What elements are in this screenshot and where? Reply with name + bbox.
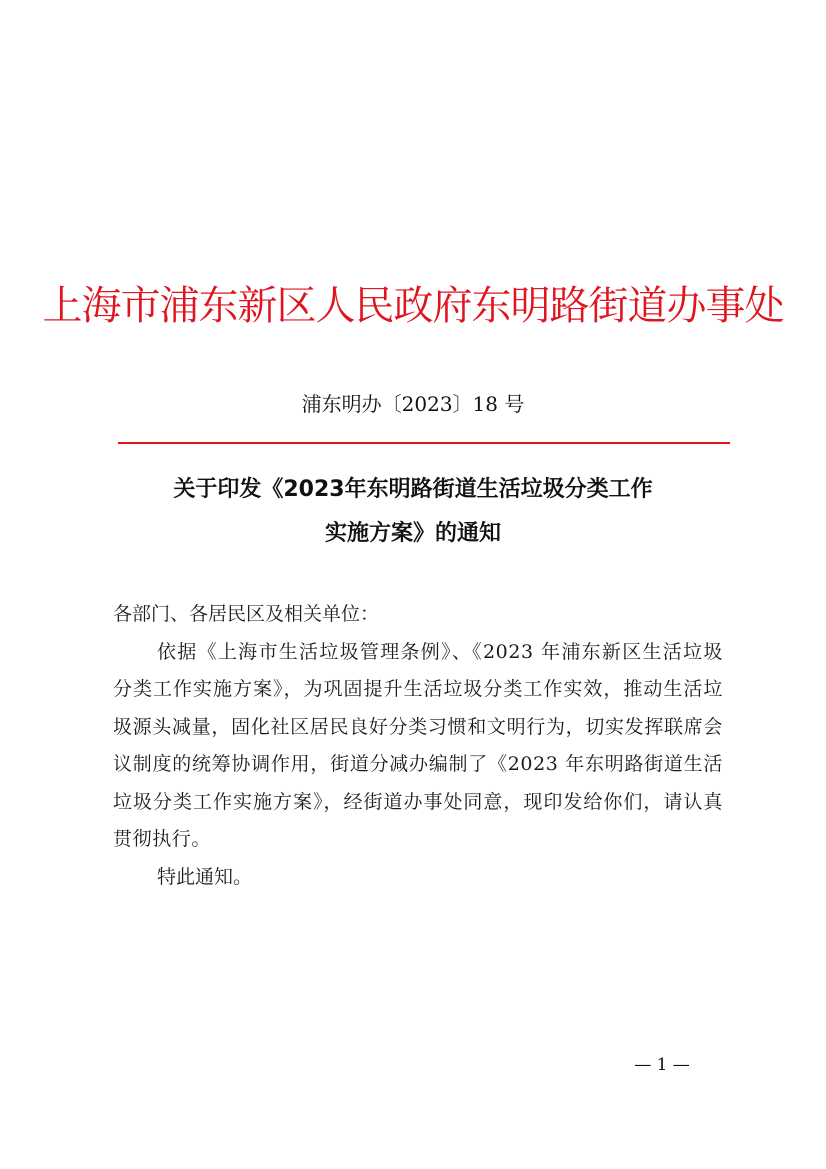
page-number: — 1 — bbox=[634, 1055, 690, 1075]
notice-title-line-2: 实施方案》的通知 bbox=[324, 521, 501, 546]
salutation: 各部门、各居民区及相关单位： bbox=[113, 603, 380, 625]
closing-line: 特此通知。 bbox=[157, 865, 253, 888]
notice-body bbox=[113, 596, 723, 896]
red-separator-line bbox=[118, 442, 730, 444]
document-number: 浦东明办〔2023〕18 号 bbox=[301, 392, 525, 416]
notice-title bbox=[0, 468, 826, 556]
notice-title-line-1: 关于印发《2023年东明路街道生活垃圾分类工作 bbox=[173, 477, 653, 502]
issuer-heading: 上海市浦东新区人民政府东明路街道办事处 bbox=[42, 283, 784, 329]
body-paragraph: 依据《上海市生活垃圾管理条例》、《2023 年浦东新区生活垃圾分类工作实施方案》，为巩固提升生活垃圾分类工作实效，推动生活垃圾源头减量，固化社区居民良好分类习惯和文明行为，切实发挥联席会议制度的统筹协调作用，街道分减办编制了《2023 年东明路街道生活垃圾分类工作实施方案》，经街道办事处同意，现印发给你们，请认真贯彻执行。 bbox=[113, 640, 723, 850]
